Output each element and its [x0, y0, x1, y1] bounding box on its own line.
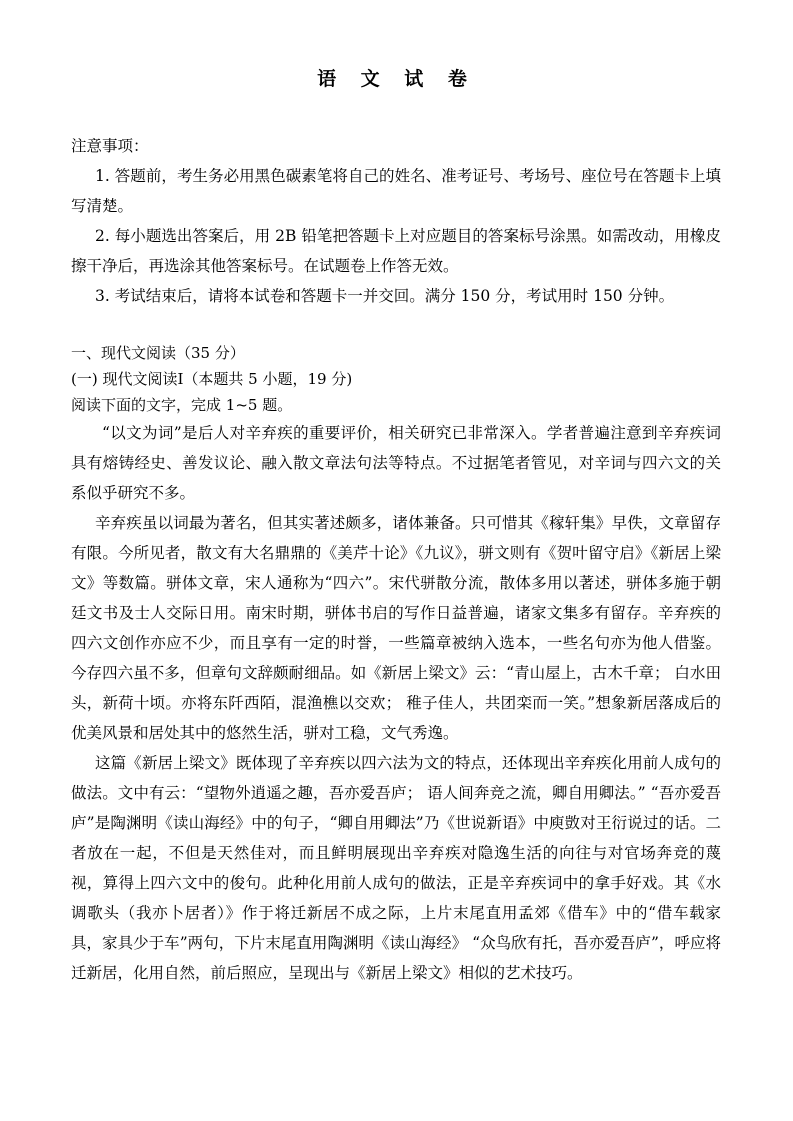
section-spacer: [71, 311, 721, 340]
notice-item-1: 1. 答题前，考生务必用黑色碳素笔将自己的姓名、准考证号、考场号、座位号在答题卡上填写清楚。: [71, 167, 721, 215]
page-title: 语 文 试 卷: [317, 68, 476, 90]
passage-paragraph-3: 这篇《新居上梁文》既体现了辛弃疾以四六法为文的特点，还体现出辛弃疾化用前人成句的做法。文中有云：“望物外逍遥之趣，吾亦爱吾庐； 语人间奔竞之流，卿自用卿法。” “吾亦爱吾庐”是陶渊明《读山海经》中的句子，“卿自用卿法”乃《世说新语》中庾敳对王衍说过的话。二者放在一起，不但是天然佳对，而且鲜明展现出辛弃疾对隐逸生活的向往与对官场奔竞的蔑视，算得上四六文中的俊句。此种化用前人成句的做法，正是辛弃疾词中的拿手好戏。其《水调歌头（我亦卜居者）》作于将迁新居不成之际，上片末尾直用孟郊《借车》中的“借车载家具，家具少于车”两句，下片末尾直用陶渊明《读山海经》 “众鸟欣有托，吾亦爱吾庐”，呼应将迁新居，化用自然，前后照应，呈现出与《新居上梁文》相似的艺术技巧。: [71, 754, 721, 982]
notice-item-2: 2. 每小题选出答案后，用 2B 铅笔把答题卡上对应题目的答案标号涂黑。如需改动，用橡皮擦干净后，再选涂其他答案标号。在试题卷上作答无效。: [71, 227, 721, 275]
passage-paragraph-1: “以文为词”是后人对辛弃疾的重要评价，相关研究已非常深入。学者普遍注意到辛弃疾词具有熔铸经史、善发议论、融入散文章法句法等特点。不过据笔者管见，对辛词与四六文的关系似乎研究不多。: [71, 424, 721, 502]
document-body: [71, 131, 721, 988]
reading-instruction: 阅读下面的文字，完成 1~5 题。: [71, 396, 293, 414]
section-subheading: (一) 现代文阅读Ⅰ（本题共 5 小题，19 分): [71, 370, 353, 388]
notice-heading: 注意事项：: [71, 137, 149, 155]
notice-item-3: 3. 考试结束后，请将本试卷和答题卡一并交回。满分 150 分，考试用时 150 分钟。: [95, 287, 675, 305]
passage-paragraph-2: 辛弃疾虽以词最为著名，但其实著述颇多，诸体兼备。只可惜其《稼轩集》早佚，文章留存有限。今所见者，散文有大名鼎鼎的《美芹十论》《九议》，骈文则有《贺叶留守启》《新居上梁文》等数篇。骈体文章，宋人通称为“四六”。宋代骈散分流，散体多用以著述，骈体多施于朝廷文书及士人交际日用。南宋时期，骈体书启的写作日益普遍，诸家文集多有留存。辛弃疾的四六文创作亦应不少，而且享有一定的时誉，一些篇章被纳入选本，一些名句亦为他人借鉴。今存四六虽不多，但章句文辞颇耐细品。如《新居上梁文》云：“青山屋上，古木千章； 白水田头，新荷十顷。亦将东阡西陌，混渔樵以交欢； 稚子佳人，共团栾而一笑。”想象新居落成后的优美风景和居处其中的悠然生活，骈对工稳，文气秀逸。: [71, 514, 721, 742]
section-heading: 一、现代文阅读（35 分）: [71, 344, 245, 362]
